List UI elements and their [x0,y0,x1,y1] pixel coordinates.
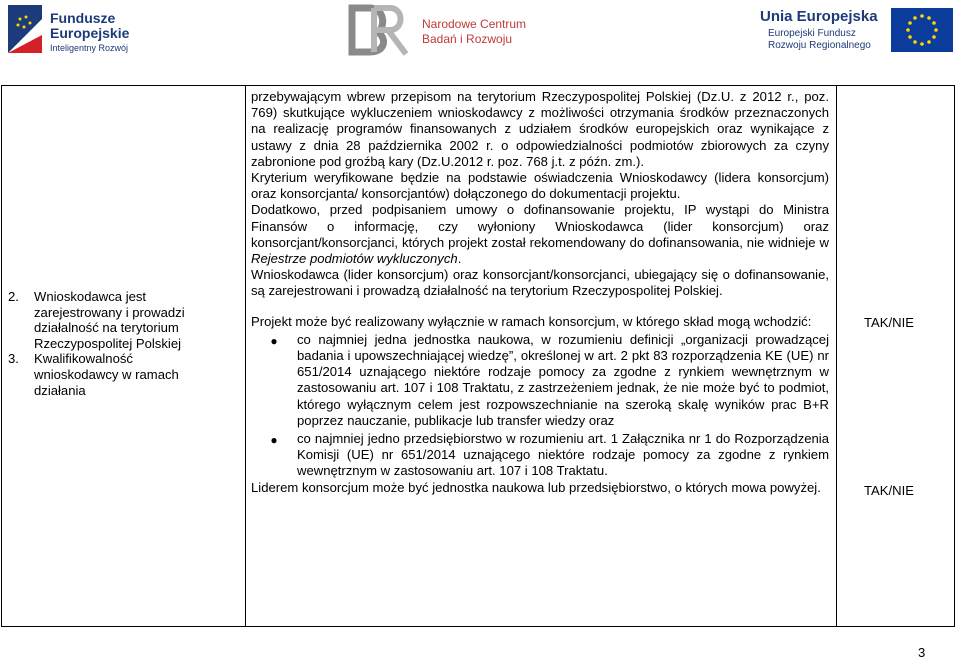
criterion-item [8,289,208,351]
description-paragraph: Liderem konsorcjum może być jednostka naukowa lub przedsiębiorstwo, o których mowa powyżej. [251,479,821,495]
eu-text-line2: Europejski Fundusz [768,28,856,39]
bullet-text: co najmniej jedna jednostka naukowa, w rozumieniu definicji „organizacji prowadzącej badania i upowszechniającej wiedzę”, określonej w art. 2 pkt 83 rozporządzenia KE (UE) nr 651/2014 uznającego niektóre rodzaje pomocy za zgodne z rynkiem wewnętrznym w zastosowaniu art. 107 i 108 Traktatu, z zastrzeżeniem jednak, że nie może być to podmiot, którego wyłącznym celem jest rozpowszechnianie na szeroką skalę wyników prac B+R poprzez nauczanie, publikacje lub transfer wiedzy oraz [297,331,829,428]
register-name: Rejestrze podmiotów wykluczonych [251,251,458,267]
bullet-icon: ● [270,333,278,348]
page-header [0,0,959,62]
logo-text-line3: Inteligentny Rozwój [50,43,129,53]
spacer [251,300,829,314]
assessment-value: TAK/NIE [864,483,914,498]
eu-text-line1: Unia Europejska [760,8,878,25]
fundusze-europejskie-logo [8,5,138,55]
ncbr-text-line2: Badań i Rozwoju [422,32,513,46]
eu-flag-icon [891,8,953,52]
assessment-value: TAK/NIE [864,315,914,330]
criterion-item [8,351,208,398]
criterion-name: Wnioskodawca jest zarejestrowany i prowadzi działalność na terytorium Rzeczypospolitej Polskiej [34,289,185,351]
criterion-name: Kwalifikowalność wnioskodawcy w ramach działania [34,351,179,398]
ncbr-logo [344,2,527,58]
criteria-name-cell [8,289,208,398]
bullet-text: co najmniej jedno przedsiębiorstwo w rozumieniu art. 1 Załącznika nr 1 do Rozporządzenia Komisji (UE) nr 651/2014 uznającego niektóre rodzaje pomocy za zgodne z rynkiem wewnętrznym w zastosowaniu art. 107 i 108 Traktatu. [297,431,829,479]
bullet-item [251,431,829,480]
criterion-number: 3. [8,351,19,367]
bullet-item [251,332,829,429]
paragraph-text: Dodatkowo, przed podpisaniem umowy o dofinansowanie projektu, IP wystąpi do Ministra Finansów o informację, czy wyłoniony Wnioskodawca (lider konsorcjum) oraz konsorcjant/konsorcjanci, których projekt został rekomendowany do dofinansowania, nie widnieje w [251,202,829,250]
fundusze-flag-icon [8,5,42,53]
eu-text-line3: Rozwoju Regionalnego [768,40,871,51]
description-paragraph: Kryterium weryfikowane będzie na podstawie oświadczenia Wnioskodawcy (lidera konsorcjum) oraz konsorcjanta/ konsorcjantów) dołączonego do dokumentacji projektu. [251,170,829,202]
column-divider [245,86,246,626]
paragraph-end: . [457,251,462,267]
description-paragraph: Wnioskodawca (lider konsorcjum) oraz konsorcjant/konsorcjanci, ubiegający się o dofinansowanie, są zarejestrowani i prowadzą działalność na terytorium Rzeczypospolitej Polskiej. [251,267,829,299]
logo-text-line2: Europejskie [50,25,130,41]
column-divider [836,86,837,626]
ncbr-text-line1: Narodowe Centrum [422,17,527,31]
criterion-number: 2. [8,289,19,304]
description-paragraph: Projekt może być realizowany wyłącznie w ramach konsorcjum, w którego skład mogą wchodzić: [251,313,812,329]
eu-logo [760,6,955,56]
bullet-icon: ● [270,433,278,448]
page-number: 3 [918,645,926,660]
logo-text-line1: Fundusze [50,10,116,26]
criteria-description-cell [251,89,829,496]
description-paragraph [251,202,829,267]
criteria-table [1,85,955,627]
ncbr-br-mark-icon [344,2,412,58]
description-paragraph: przebywającym wbrew przepisom na terytorium Rzeczypospolitej Polskiej (Dz.U. z 2012 r., poz. 769) skutkujące wykluczeniem wnioskodawcy z możliwości otrzymania środków przeznaczonych na realizację programów finansowanych z udziałem środków europejskich oraz wynikające z ustawy z dnia 28 października 2002 r. o odpowiedzialności podmiotów zbiorowych za czyny zabronione pod groźbą kary (Dz.U.2012 r. poz. 768 j.t. z późn. zm.). [251,89,829,169]
